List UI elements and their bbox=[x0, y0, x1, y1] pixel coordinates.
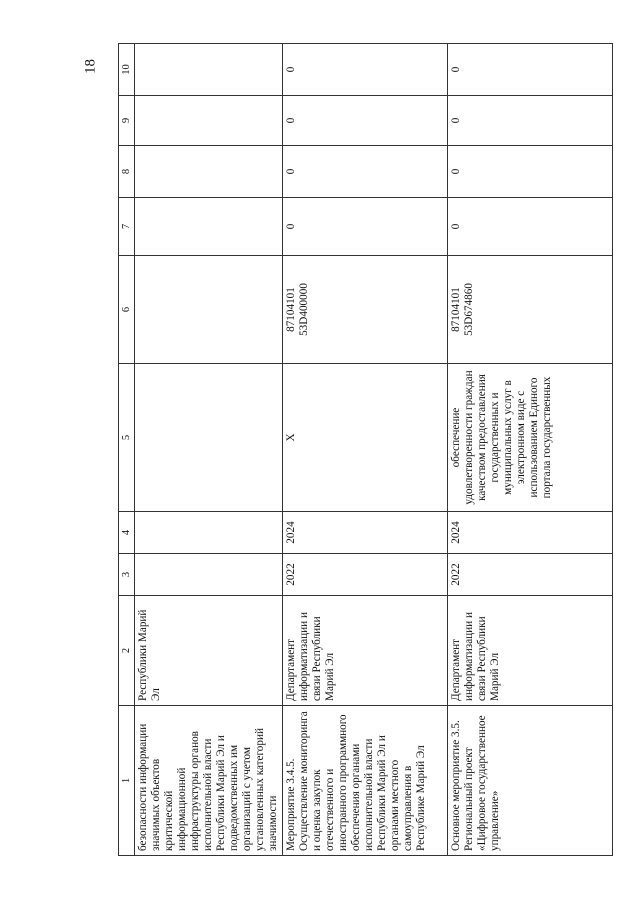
value-cell: 0 bbox=[283, 146, 448, 198]
activity-name-cell: Мероприятие 3.4.5. Осуществление мониторинга и оценка закупок отечественного и иностранного программного обеспечения органами исполнительной власти Республики Марий Эл и органами местного самоуправления в Республике Марий Эл bbox=[283, 706, 448, 856]
value-cell: 0 bbox=[448, 198, 613, 256]
rotated-table-container bbox=[118, 44, 572, 856]
result-cell: X bbox=[283, 364, 448, 512]
table-row bbox=[283, 44, 448, 856]
value-cell: 0 bbox=[448, 96, 613, 146]
start-year-cell: 2022 bbox=[448, 554, 613, 596]
table-row bbox=[448, 44, 613, 856]
column-header: 2 bbox=[119, 596, 135, 706]
value-cell: 0 bbox=[448, 146, 613, 198]
value-cell: 0 bbox=[283, 44, 448, 96]
value-cell bbox=[135, 198, 283, 256]
column-header: 1 bbox=[119, 706, 135, 856]
end-year-cell bbox=[135, 512, 283, 554]
header-row bbox=[119, 44, 135, 856]
column-header: 9 bbox=[119, 96, 135, 146]
budget-code-cell bbox=[135, 256, 283, 364]
page-number: 18 bbox=[82, 59, 99, 74]
executor-cell: Департамент информатизации и связи Республики Марий Эл bbox=[283, 596, 448, 706]
value-cell: 0 bbox=[283, 198, 448, 256]
value-cell: 0 bbox=[283, 96, 448, 146]
column-header: 5 bbox=[119, 364, 135, 512]
column-header: 6 bbox=[119, 256, 135, 364]
column-header: 8 bbox=[119, 146, 135, 198]
column-header: 7 bbox=[119, 198, 135, 256]
budget-code-cell: 87104101 53D400000 bbox=[283, 256, 448, 364]
budget-code-cell: 87104101 53D674860 bbox=[448, 256, 613, 364]
program-activities-table bbox=[118, 43, 613, 856]
value-cell bbox=[135, 146, 283, 198]
value-cell bbox=[135, 44, 283, 96]
end-year-cell: 2024 bbox=[448, 512, 613, 554]
activity-name-cell: безопасности информации значимых объектов критической информационной инфраструктуры органов исполнительной власти Республики Марий Эл и подведомственных им организаций с учетом установленных категорий значимости bbox=[135, 706, 283, 856]
end-year-cell: 2024 bbox=[283, 512, 448, 554]
table-row bbox=[135, 44, 283, 856]
value-cell: 0 bbox=[448, 44, 613, 96]
column-header: 4 bbox=[119, 512, 135, 554]
start-year-cell bbox=[135, 554, 283, 596]
start-year-cell: 2022 bbox=[283, 554, 448, 596]
executor-cell: Департамент информатизации и связи Республики Марий Эл bbox=[448, 596, 613, 706]
column-header: 10 bbox=[119, 44, 135, 96]
executor-cell: Республики Марий Эл bbox=[135, 596, 283, 706]
result-cell bbox=[135, 364, 283, 512]
value-cell bbox=[135, 96, 283, 146]
activity-name-cell: Основное мероприятие 3.5. Региональный проект «Цифровое государственное управление» bbox=[448, 706, 613, 856]
column-header: 3 bbox=[119, 554, 135, 596]
result-cell: обеспечение удовлетворенности граждан качеством предоставления государственных и муниципальных услуг в электронном виде с использованием Единого портала государственных bbox=[448, 364, 613, 512]
